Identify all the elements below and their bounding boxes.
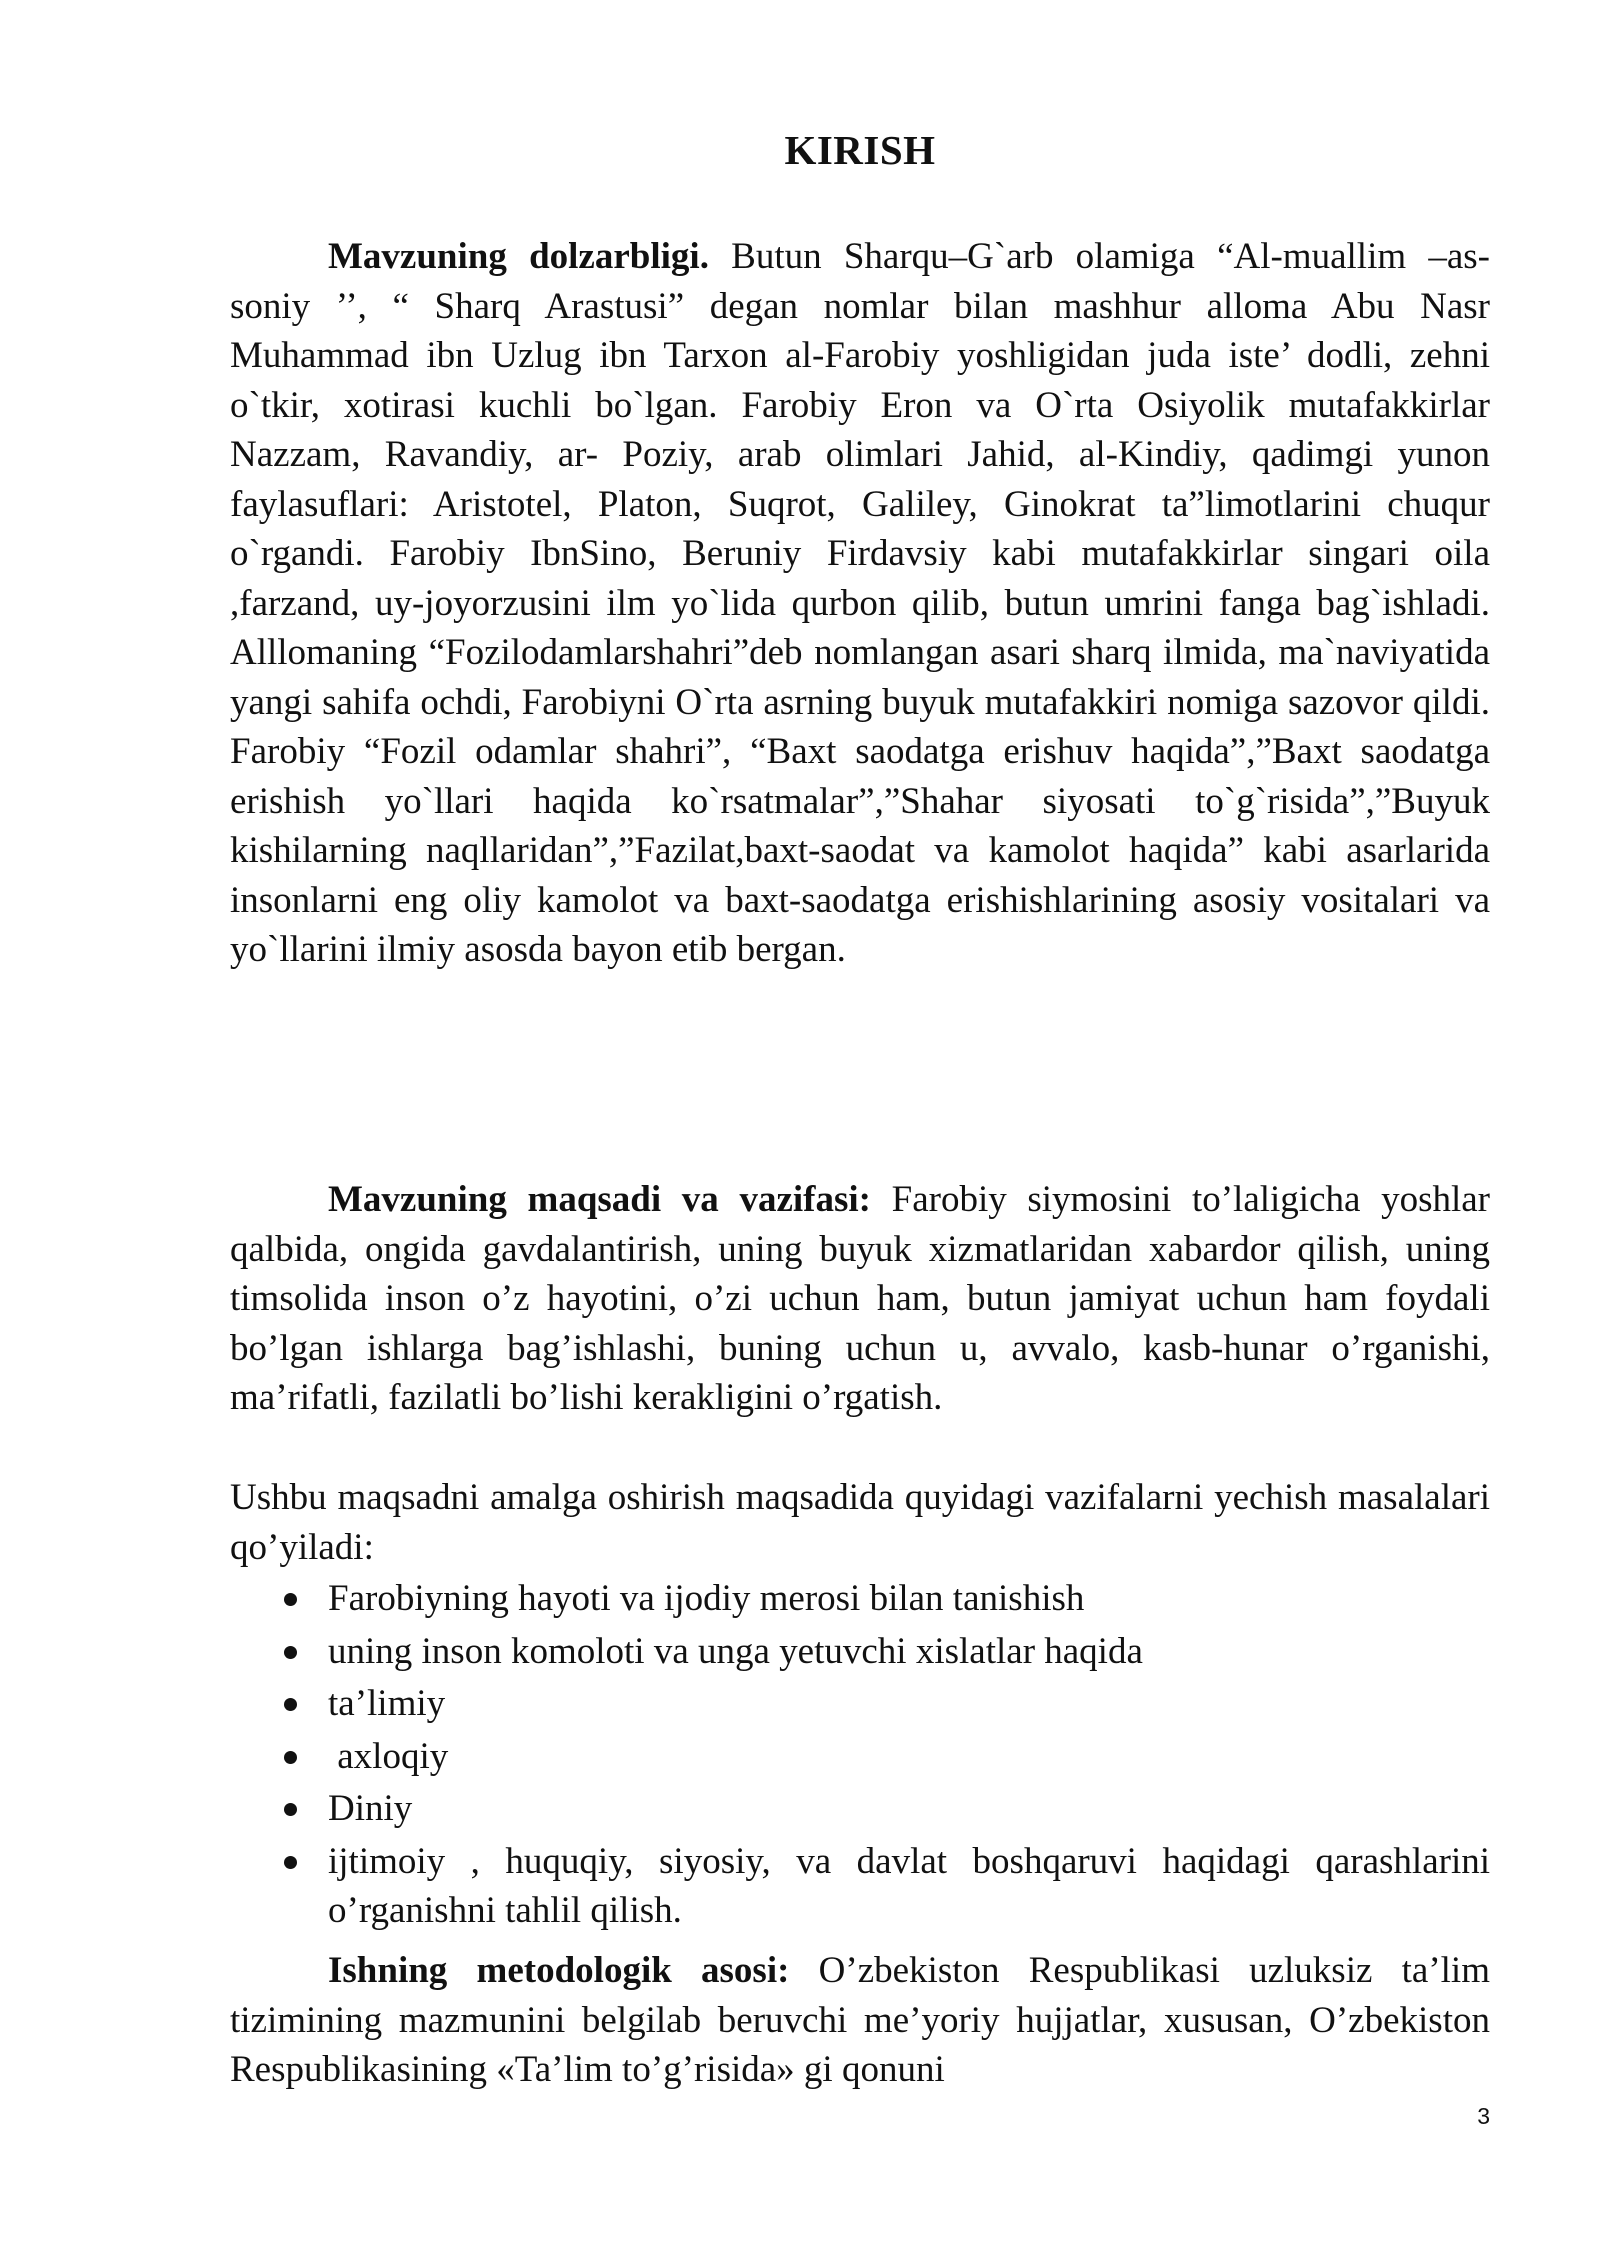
- list-item: [280, 1679, 1490, 1729]
- list-item: [280, 1784, 1490, 1834]
- list-item: [280, 1627, 1490, 1677]
- bullet-icon: [284, 1856, 297, 1869]
- list-item: [280, 1574, 1490, 1624]
- methodology-section: [230, 1946, 1490, 2095]
- bullet-icon: [284, 1803, 297, 1816]
- task-text: ta’limiy: [328, 1683, 446, 1724]
- tasks-list: [280, 1574, 1490, 1936]
- tasks-intro-section: [230, 1473, 1490, 1572]
- tasks-intro: Ushbu maqsadni amalga oshirish maqsadida quyidagi vazifalarni yechish masalalari qo’yiladi:: [230, 1477, 1490, 1568]
- page-number: 3: [1477, 2103, 1490, 2129]
- relevance-text: Butun Sharqu–G`arb olamiga “Al-muallim –as-soniy ’’, “ Sharq Arastusi” degan nomlar bilan mashhur alloma Abu Nasr Muhammad ibn Uzlug ibn Tarxon al-Farobiy yoshligidan juda iste’ dodli, zehni o`tkir, xotirasi kuchli bo`lgan. Farobiy Eron va O`rta Osiyolik mutafakkirlar Nazzam, Ravandiy, ar- Poziy, arab olimlari Jahid, al-Kindiy, qadimgi yunon faylasuflari: Aristotel, Platon, Suqrot, Galiley, Ginokrat ta”limotlarini chuqur o`rgandi. Farobiy IbnSino, Beruniy Firdavsiy kabi mutafakkirlar singari oila ,farzand, uy-joyorzusini ilm yo`lida qurbon qilib, butun umrini fanga bag`ishladi. Alllomaning “Fozilodamlarshahri”deb nomlangan asari sharq ilmida, ma`naviyatida yangi sahifa ochdi, Farobiyni O`rta asrning buyuk mutafakkiri nomiga sazovor qildi. Farobiy “Fozil odamlar shahri”, “Baxt saodatga erishuv haqida”,”Baxt saodatga erishish yo`llari haqida ko`rsatmalar”,”Shahar siyosati to`g`risida”,”Buyuk kishilarning naqllaridan”,”Fazilat,baxt-saodat va kamolot haqida” kabi asarlarida insonlarni eng oliy kamolot va baxt-saodatga erishishlarining asosiy vositalari va yo`llarini ilmiy asosda bayon etib bergan.: [230, 236, 1490, 970]
- methodology-paragraph: [230, 1946, 1490, 2095]
- task-text: axloqiy: [328, 1735, 449, 1777]
- task-text: uning inson komoloti va unga yetuvchi xislatlar haqida: [328, 1630, 1143, 1672]
- methodology-text: O’zbekiston Respublikasi uzluksiz ta’lim tizimining mazmunini belgilab beruvchi me’yoriy hujjatlar, xususan, O’zbekiston Respublikasining «Ta’lim to’g’risida» gi qonuni: [230, 1950, 1490, 2090]
- page-title: KIRISH: [784, 127, 936, 173]
- relevance-paragraph: [230, 232, 1490, 975]
- relevance-section: [230, 232, 1490, 975]
- bullet-icon: [284, 1751, 297, 1764]
- task-text: ijtimoiy , huquqiy, siyosiy, va davlat boshqaruvi haqidagi qarashlarini o’rganishni tahlil qilish.: [328, 1840, 1490, 1931]
- bullet-icon: [284, 1593, 297, 1606]
- purpose-heading: Mavzuning maqsadi va vazifasi:: [328, 1179, 871, 1220]
- list-item: [280, 1732, 1490, 1782]
- task-text: Farobiyning hayoti va ijodiy merosi bilan tanishish: [328, 1578, 1085, 1619]
- purpose-section: [230, 1175, 1490, 1423]
- list-item: [280, 1837, 1490, 1936]
- relevance-heading: Mavzuning dolzarbligi.: [328, 236, 709, 277]
- purpose-text: Farobiy siymosini to’laligicha yoshlar qalbida, ongida gavdalantirish, uning buyuk xizmatlaridan xabardor qilish, uning timsolida inson o’z hayotini, o’zi uchun ham, butun jamiyat uchun ham foydali bo’lgan ishlarga bag’ishlashi, buning uchun u, avvalo, kasb-hunar o’rganishi, ma’rifatli, fazilatli bo’lishi kerakligini o’rgatish.: [230, 1179, 1490, 1418]
- purpose-paragraph: [230, 1175, 1490, 1423]
- task-text: Diniy: [328, 1788, 413, 1829]
- methodology-heading: Ishning metodologik asosi:: [328, 1950, 790, 1991]
- tasks-list-section: [280, 1574, 1490, 1939]
- bullet-icon: [284, 1698, 297, 1711]
- bullet-icon: [284, 1646, 297, 1659]
